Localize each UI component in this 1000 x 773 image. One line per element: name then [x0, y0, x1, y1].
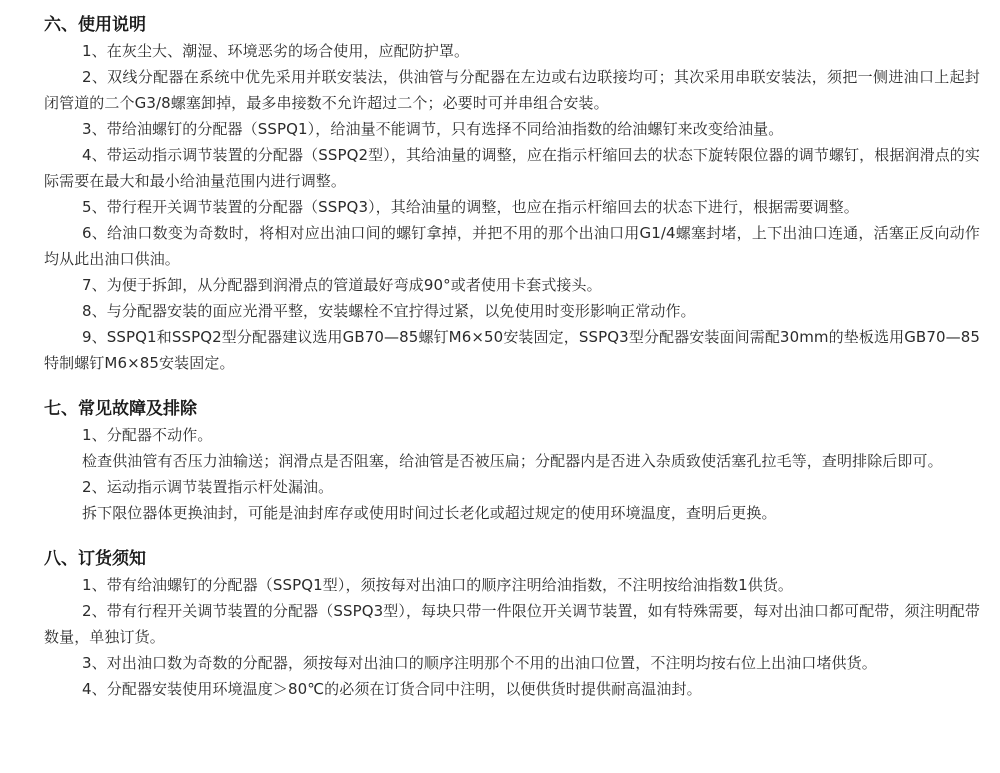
- paragraph: 5、带行程开关调节装置的分配器（SSPQ3），其给油量的调整，也应在指示杆缩回去的状态下进行，根据需要调整。: [82, 198, 859, 216]
- paragraph: 8、与分配器安装的面应光滑平整，安装螺栓不宜拧得过紧，以免使用时变形影响正常动作。: [82, 302, 696, 320]
- paragraph: 1、分配器不动作。: [82, 426, 213, 444]
- paragraph: 9、SSPQ1和SSPQ2型分配器建议选用GB70—85螺钉M6×50安装固定，SSPQ3型分配器安装面间需配30mm的垫板选用GB70—85特制螺钉M6×85安装固定。: [44, 328, 980, 372]
- section-title: 八、订货须知: [44, 549, 146, 569]
- paragraph: 1、带有给油螺钉的分配器（SSPQ1型），须按每对出油口的顺序注明给油指数，不注明按给油指数1供货。: [82, 576, 794, 594]
- paragraph: 检查供油管有否压力油输送；润滑点是否阻塞，给油管是否被压扁；分配器内是否进入杂质致使活塞孔拉毛等，查明排除后即可。: [82, 452, 943, 470]
- paragraph: 4、带运动指示调节装置的分配器（SSPQ2型），其给油量的调整，应在指示杆缩回去的状态下旋转限位器的调节螺钉，根据润滑点的实际需要在最大和最小给油量范围内进行调整。: [44, 146, 980, 190]
- paragraph: 拆下限位器体更换油封，可能是油封库存或使用时间过长老化或超过规定的使用环境温度，查明后更换。: [82, 504, 777, 522]
- paragraph: 2、运动指示调节装置指示杆处漏油。: [82, 478, 334, 496]
- paragraph: 6、给油口数变为奇数时，将相对应出油口间的螺钉拿掉，并把不用的那个出油口用G1/4螺塞封堵，上下出油口连通，活塞正反向动作均从此出油口供油。: [44, 224, 980, 268]
- section-title: 六、使用说明: [44, 15, 146, 35]
- section-title: 七、常见故障及排除: [44, 399, 197, 419]
- paragraph: 2、带有行程开关调节装置的分配器（SSPQ3型），每块只带一件限位开关调节装置，如有特殊需要，每对出油口都可配带，须注明配带数量，单独订货。: [44, 602, 980, 646]
- section-ordering-notes: [44, 546, 980, 702]
- paragraph: 7、为便于拆卸，从分配器到润滑点的管道最好弯成90°或者使用卡套式接头。: [82, 276, 602, 294]
- section-troubleshooting: [44, 396, 980, 526]
- paragraph: 1、在灰尘大、潮湿、环境恶劣的场合使用，应配防护罩。: [82, 42, 470, 60]
- paragraph: 4、分配器安装使用环境温度＞80℃的必须在订货合同中注明，以便供货时提供耐高温油封。: [82, 680, 702, 698]
- paragraph: 2、双线分配器在系统中优先采用并联安装法，供油管与分配器在左边或右边联接均可；其次采用串联安装法，须把一侧进油口上起封闭管道的二个G3/8螺塞卸掉，最多串接数不允许超过二个；必要时可并串组合安装。: [44, 68, 980, 112]
- section-usage-instructions: [44, 12, 980, 376]
- paragraph: 3、带给油螺钉的分配器（SSPQ1），给油量不能调节，只有选择不同给油指数的给油螺钉来改变给油量。: [82, 120, 784, 138]
- paragraph: 3、对出油口数为奇数的分配器，须按每对出油口的顺序注明那个不用的出油口位置，不注明均按右位上出油口堵供货。: [82, 654, 877, 672]
